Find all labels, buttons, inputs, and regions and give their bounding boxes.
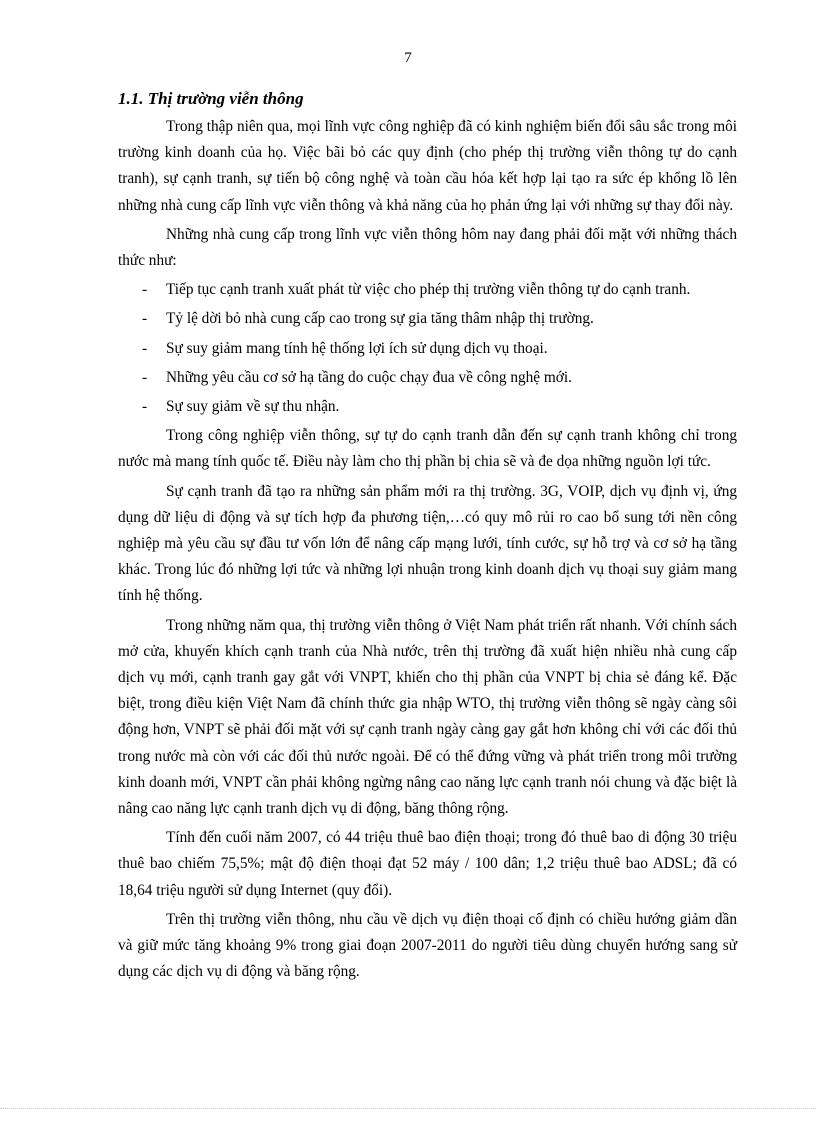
document-body	[118, 88, 737, 989]
paragraph: Sự cạnh tranh đã tạo ra những sản phẩm mới ra thị trường. 3G, VOIP, dịch vụ định vị, ứng dụng dữ liệu di động và sự tích hợp đa phương tiện,…có quy mô rủi ro cao bổ sung tới nền công nghiệp mà yêu cầu sự đầu tư vốn lớn để nâng cấp mạng lưới, tính cước, sự hỗ trợ và cơ sở hạ tầng khác. Trong lúc đó những lợi tức và những lợi nhuận trong kinh doanh dịch vụ thoại suy giảm mang tính hệ thống.	[118, 482, 737, 605]
dash-bullet: -	[142, 310, 148, 328]
paragraph: Trong thập niên qua, mọi lĩnh vực công nghiệp đã có kinh nghiệm biến đổi sâu sắc trong môi trường kinh doanh của họ. Việc bãi bỏ các quy định (cho phép thị trường viễn thông tự do cạnh tranh), sự cạnh tranh, sự tiến bộ công nghệ và toàn cầu hóa kết hợp lại tạo ra sức ép khổng lồ lên những nhà cung cấp lĩnh vực viễn thông và khả năng của họ phản ứng lại với những sự thay đổi này.	[118, 118, 737, 214]
dash-bullet: -	[142, 281, 148, 299]
paragraph: Trong những năm qua, thị trường viễn thông ở Việt Nam phát triển rất nhanh. Với chính sách mở cửa, khuyến khích cạnh tranh của Nhà nước, trên thị trường đã xuất hiện nhiều nhà cung cấp dịch vụ mới, cạnh tranh gay gắt với VNPT, khiến cho thị phần của VNPT bị chia sẻ đáng kể. Đặc biệt, trong điều kiện Việt Nam đã chính thức gia nhập WTO, thị trường viễn thông sẽ ngày càng sôi động hơn, VNPT sẽ phải đối mặt với sự cạnh tranh ngày càng gay gắt hơn không chỉ với các đối thủ trong nước mà còn với các đối thủ nước ngoài. Để có thể đứng vững và phát triển trong môi trường kinh doanh mới, VNPT cần phải không ngừng nâng cao năng lực cạnh tranh nói chung và đặc biệt là nâng cao năng lực cạnh tranh dịch vụ di động, băng thông rộng.	[118, 616, 737, 818]
list-item	[118, 306, 737, 332]
section-heading: 1.1. Thị trường viễn thông	[118, 89, 304, 108]
list-item	[118, 365, 737, 391]
dash-bullet: -	[142, 339, 148, 357]
list-item-text: Sự suy giảm mang tính hệ thống lợi ích sử dụng dịch vụ thoại.	[166, 339, 548, 357]
paragraph: Những nhà cung cấp trong lĩnh vực viễn thông hôm nay đang phải đối mặt với những thách thức như:	[118, 225, 737, 270]
page-number: 7	[404, 50, 412, 66]
paragraph: Trên thị trường viễn thông, nhu cầu về dịch vụ điện thoại cố định có chiều hướng giảm dần và giữ mức tăng khoảng 9% trong giai đoạn 2007-2011 do người tiêu dùng chuyển hướng sang sử dụng các dịch vụ di động và băng rộng.	[118, 910, 737, 981]
page-bottom-divider	[0, 1108, 816, 1109]
list-item-text: Tỷ lệ dời bỏ nhà cung cấp cao trong sự gia tăng thâm nhập thị trường.	[166, 310, 594, 328]
list-item-text: Sự suy giảm về sự thu nhận.	[166, 398, 340, 416]
challenge-list	[118, 277, 737, 420]
paragraph: Tính đến cuối năm 2007, có 44 triệu thuê bao điện thoại; trong đó thuê bao di động 30 triệu thuê bao chiếm 75,5%; mật độ điện thoại đạt 52 máy / 100 dân; 1,2 triệu thuê bao ADSL; đã có 18,64 triệu người sử dụng Internet (quy đổi).	[118, 829, 737, 899]
list-item-text: Những yêu cầu cơ sở hạ tầng do cuộc chạy đua về công nghệ mới.	[166, 368, 572, 386]
list-item	[118, 277, 737, 303]
dash-bullet: -	[142, 368, 148, 386]
list-item	[118, 336, 737, 362]
list-item-text: Tiếp tục cạnh tranh xuất phát từ việc cho phép thị trường viễn thông tự do cạnh tranh.	[166, 281, 691, 299]
paragraph: Trong công nghiệp viễn thông, sự tự do cạnh tranh dẫn đến sự cạnh tranh không chỉ trong nước mà mang tính quốc tế. Điều này làm cho thị phần bị chia sẽ và đe dọa những nguồn lợi tức.	[118, 427, 737, 471]
list-item	[118, 394, 737, 420]
dash-bullet: -	[142, 398, 148, 416]
